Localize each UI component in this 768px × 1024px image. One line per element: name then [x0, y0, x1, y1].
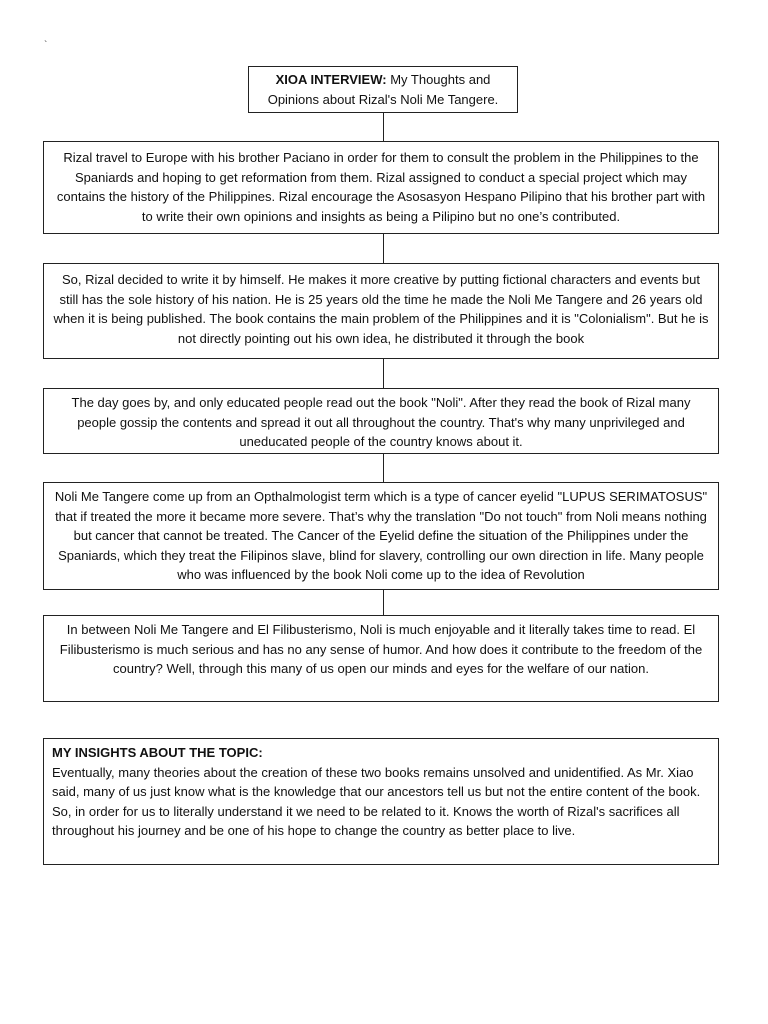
connector-1	[383, 113, 384, 141]
paragraph-box-5	[43, 615, 719, 702]
connector-5	[383, 590, 384, 615]
paragraph-text-3: The day goes by, and only educated people read out the book "Noli". After they read the book of Rizal many people gossip the contents and spread it out all throughout the country. That's why many unprivileged and uneducated people of the country knows about it.	[71, 395, 691, 449]
title-bold: XIOA INTERVIEW:	[275, 72, 387, 87]
paragraph-text-4: Noli Me Tangere come up from an Opthalmologist term which is a type of cancer eyelid "LUPUS SERIMATOSUS" that if treated the more it became more severe. That’s why the translation "Do not touch" from Noli means nothing but cancer that cannot be treated. The Cancer of the Eyelid define the situation of the Philippines under the Spaniards, which they treat the Filipinos slave, blind for slavery, controlling our own direction in life. Many people who was influenced by the book Noli come up to the idea of Revolution	[54, 489, 708, 582]
paragraph-box-4	[43, 482, 719, 590]
title-box	[248, 66, 518, 113]
paragraph-text-2: So, Rizal decided to write it by himself. He makes it more creative by putting fictional characters and events but still has the sole history of his nation. He is 25 years old the time he made the Noli Me Tangere and 26 years old when it is being published. The book contains the main problem of the Philippines and it is "Colonialism". But he is not directly pointing out his own idea, he distributed it through the book	[53, 272, 709, 346]
paragraph-box-3	[43, 388, 719, 454]
connector-4	[383, 454, 384, 482]
connector-3	[383, 359, 384, 388]
insights-heading: MY INSIGHTS ABOUT THE TOPIC:	[52, 745, 263, 760]
connector-2	[383, 234, 384, 263]
paragraph-box-1	[43, 141, 719, 234]
title-rest: My Thoughts and Opinions about Rizal's Noli Me Tangere.	[267, 72, 499, 107]
paragraph-text-1: Rizal travel to Europe with his brother Paciano in order for them to consult the problem in the Philippines to the Spaniards and hoping to get reformation from them. Rizal assigned to conduct a special project which may contains the history of the Philippines. Rizal encourage the Asosasyon Hespano Pilipino that his brother part with to write their own opinions and insights as being a Pilipino but no one’s contributed.	[56, 150, 706, 224]
insights-box	[43, 738, 719, 865]
insights-body: Eventually, many theories about the creation of these two books remains unsolved and unidentified. As Mr. Xiao said, many of us just know what is the knowledge that our ancestors tell us but not the entire content of the book. So, in order for us to literally understand it we need to be related to it. Knows the worth of Rizal's sacrifices all throughout his journey and be one of his hope to change the country as better place to live.	[52, 764, 701, 838]
paragraph-box-2	[43, 263, 719, 359]
paragraph-text-5: In between Noli Me Tangere and El Filibusterismo, Noli is much enjoyable and it literally takes time to read. El Filibusterismo is much serious and has no any sense of humor. And how does it contribute to the freedom of the country? Well, through this many of us open our minds and eyes for the welfare of our nation.	[59, 622, 703, 676]
stray-mark: `	[44, 40, 48, 51]
